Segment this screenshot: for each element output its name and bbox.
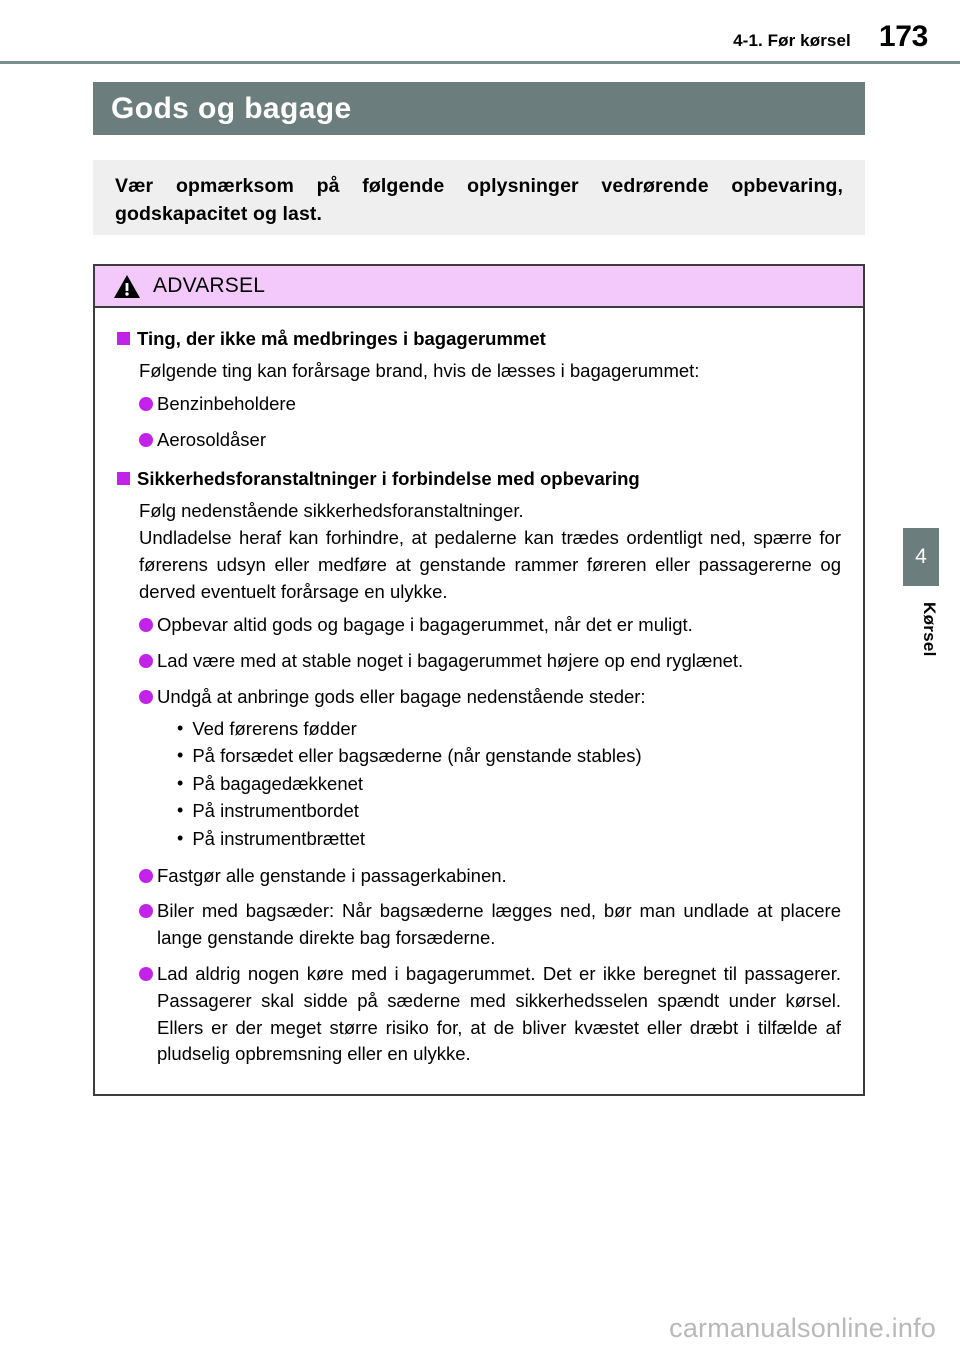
subtitle-box (93, 160, 865, 235)
list-item-text: Opbevar altid gods og bagage i bagagerummet, når det er muligt. (157, 614, 693, 636)
warning-box (93, 264, 865, 1096)
section-intro-text: Følgende ting kan forårsage brand, hvis de læsses i bagagerummet: (139, 359, 700, 381)
list-item (139, 898, 841, 952)
dot-bullet-icon: • (177, 717, 184, 738)
warning-label: ADVARSEL (153, 274, 266, 297)
list-item (139, 427, 841, 454)
sub-list-item-text: På instrumentbrættet (192, 828, 366, 850)
list-item-text: Undgå at anbringe gods eller bagage nedenstående steder: (157, 685, 646, 707)
dot-bullet-icon: • (177, 800, 184, 821)
warning-section-heading (117, 326, 841, 352)
round-bullet-icon (139, 654, 153, 668)
sub-list-item (177, 825, 841, 853)
sub-list-item (177, 742, 841, 770)
list-item (139, 391, 841, 418)
sub-list-item (177, 715, 841, 743)
warning-triangle-icon (113, 274, 141, 299)
square-bullet-icon (117, 332, 130, 345)
list-item (139, 612, 841, 639)
header-inner (733, 20, 928, 54)
page-number: 173 (878, 20, 928, 53)
round-bullet-icon (139, 904, 153, 918)
warning-header (95, 266, 863, 308)
round-bullet-icon (139, 618, 153, 632)
page-title: Gods og bagage (111, 91, 352, 125)
warning-section-heading (117, 466, 841, 492)
sub-list-item-text: På forsædet eller bagsæderne (når genstande stables) (192, 745, 642, 767)
list-item (139, 863, 841, 890)
sub-list-item-text: Ved førerens fødder (192, 717, 357, 739)
header-section-label: 4-1. Før kørsel (733, 31, 851, 50)
section-intro-line-1: Følg nedenstående sikkerhedsforanstaltninger. (139, 499, 524, 521)
list-item (139, 684, 841, 711)
footer-watermark: carmanualsonline.info (669, 1313, 936, 1343)
section-intro-line-2: Undladelse heraf kan forhindre, at pedalerne kan trædes ordentligt ned, spærre for førerens udsyn eller medføre at genstande rammer føreren eller passagererne og derved eventuelt forårsage en ulykke. (139, 526, 841, 603)
header-divider (0, 61, 960, 64)
sub-list-item-text: På instrumentbordet (192, 800, 359, 822)
side-chapter-tab (903, 528, 939, 657)
round-bullet-icon (139, 690, 153, 704)
list-item (139, 961, 841, 1068)
dot-bullet-icon: • (177, 745, 184, 766)
round-bullet-icon (139, 869, 153, 883)
square-bullet-icon (117, 472, 130, 485)
list-item-text: Biler med bagsæder: Når bagsæderne lægges ned, bør man undlade at placere lange genstande direkte bag forsæderne. (157, 900, 841, 949)
round-bullet-icon (139, 967, 153, 981)
list-item-text: Lad aldrig nogen køre med i bagagerummet. Det er ikke beregnet til passagerer. Passagerer skal sidde på sæderne med sikkerhedsselen spændt under kørsel. Ellers er der meget større risiko for, at de bliver kvæstet eller dræbt i tilfælde af pludselig opbremsning eller en ulykke. (157, 963, 841, 1065)
list-item-text: Aerosoldåser (157, 428, 267, 450)
sub-list-item (177, 770, 841, 798)
section-heading-text: Sikkerhedsforanstaltninger i forbindelse med opbevaring (137, 467, 640, 489)
side-tab-number: 4 (903, 528, 939, 586)
side-tab-label: Kørsel (920, 602, 939, 657)
dot-bullet-icon: • (177, 772, 184, 793)
list-item-text: Fastgør alle genstande i passagerkabinen. (157, 864, 507, 886)
page-header (0, 0, 960, 62)
round-bullet-icon (139, 433, 153, 447)
dot-bullet-icon: • (177, 828, 184, 849)
sub-list-item (177, 797, 841, 825)
warning-body (95, 308, 863, 1094)
list-item-text: Lad være med at stable noget i bagagerummet højere op end ryglænet. (157, 650, 744, 672)
list-item (139, 648, 841, 675)
chapter-title-band (93, 82, 865, 135)
round-bullet-icon (139, 397, 153, 411)
list-item-text: Benzinbeholdere (157, 393, 296, 415)
section-heading-text: Ting, der ikke må medbringes i bagagerummet (137, 328, 546, 349)
subtitle-text: Vær opmærksom på følgende oplysninger vedrørende opbevaring, godskapacitet og last. (115, 175, 843, 225)
sub-list (177, 715, 841, 853)
sub-list-item-text: På bagagedækkenet (192, 772, 364, 794)
